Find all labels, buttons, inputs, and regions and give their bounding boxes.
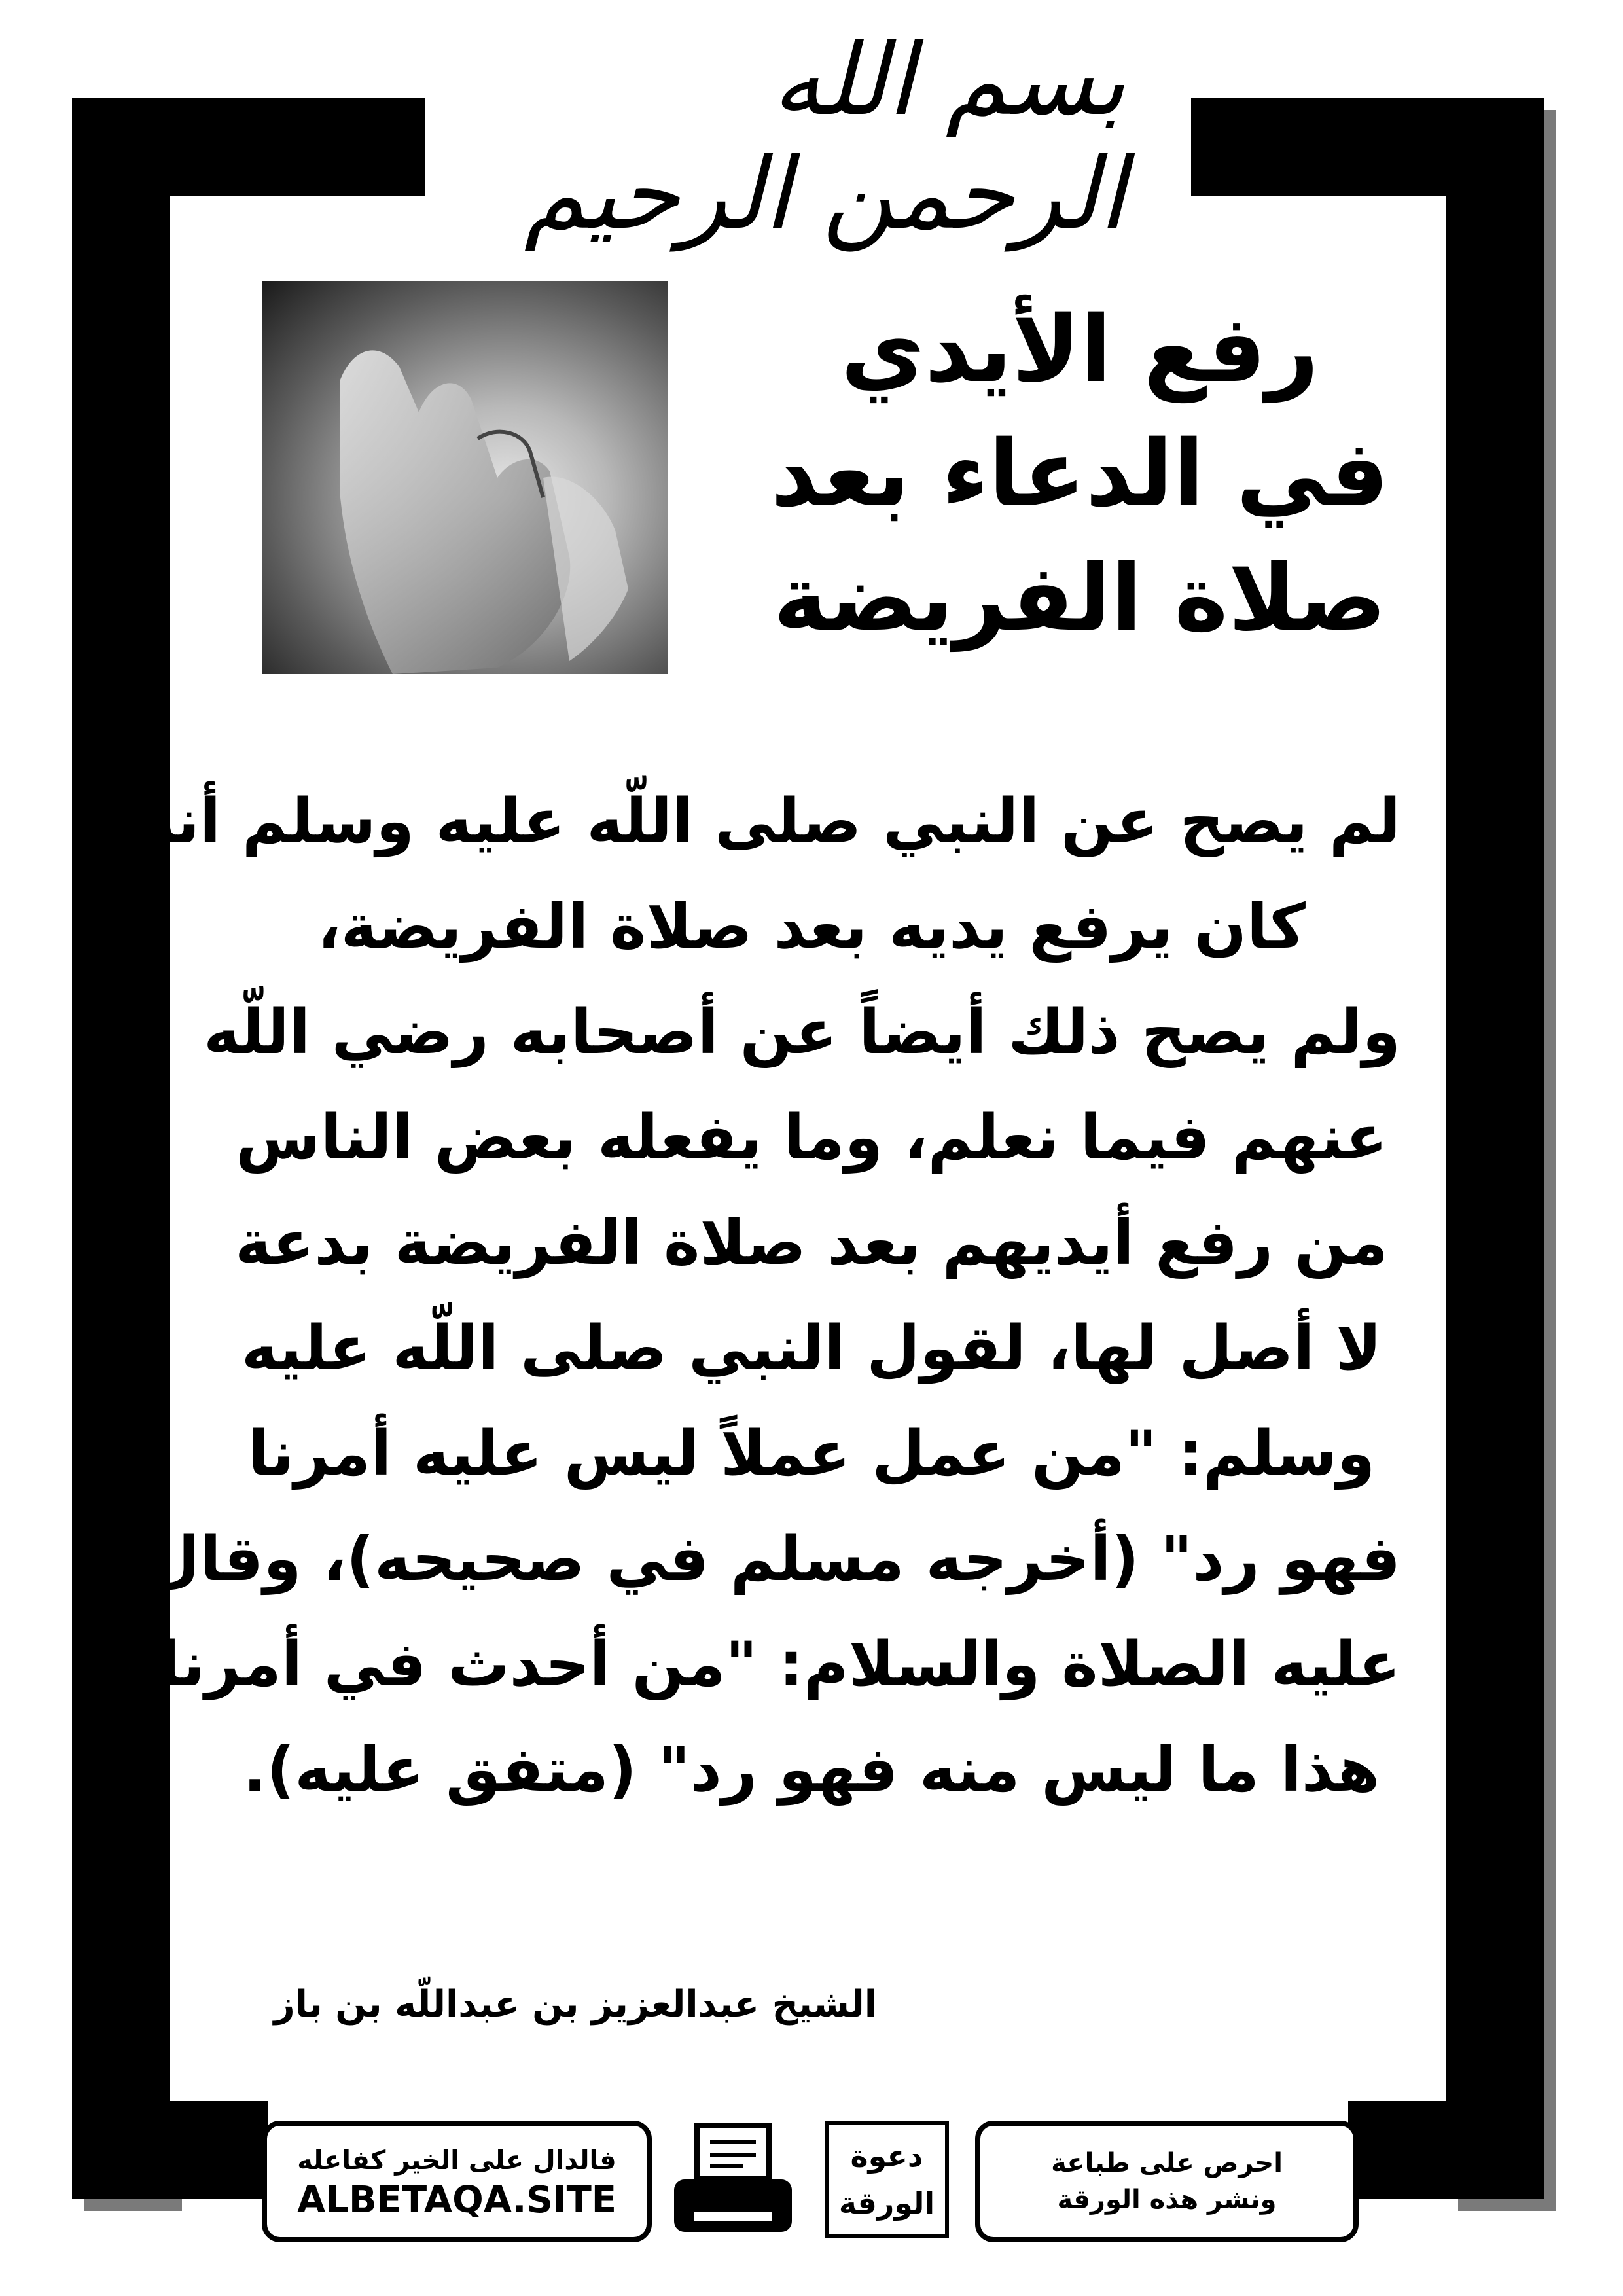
footer-site-box — [262, 2121, 652, 2242]
frame-corner-bottom-left — [72, 2101, 268, 2199]
frame-corner-top-right — [1191, 98, 1544, 196]
author-signature: الشيخ عبدالعزيز بن عبداللّه بن باز — [274, 1983, 877, 2026]
logo-line: الورقة — [838, 2185, 935, 2221]
body-line: ولم يصح ذلك أيضاً عن أصحابه رضي اللّه — [204, 997, 1400, 1068]
title-line: صلاة الفريضة — [773, 545, 1387, 652]
title-line: رفع الأيدي — [840, 296, 1319, 403]
footer-right-line-1: احرص على طباعة — [1051, 2148, 1283, 2178]
printer-icon — [668, 2121, 798, 2238]
body-text — [139, 769, 1400, 1823]
basmala-calligraphy: بسم الله الرحمن الرحيم — [524, 24, 1126, 251]
logo-line: دعوة — [850, 2138, 923, 2174]
frame-bar-left — [72, 98, 170, 2199]
praying-hands-photo — [262, 281, 668, 674]
frame-corner-top-left — [72, 98, 425, 196]
body-line: لا أصل لها، لقول النبي صلى اللّه عليه — [241, 1313, 1382, 1384]
body-line: هذا ما ليس منه فهو رد" (متفق عليه). — [243, 1734, 1380, 1806]
footer-left-caption: فالدال على الخير كفاعله — [297, 2145, 616, 2176]
body-line: عنهم فيما نعلم، وما يفعله بعض الناس — [236, 1102, 1387, 1174]
frame-corner-bottom-right — [1348, 2101, 1544, 2199]
body-line: من رفع أيديهم بعد صلاة الفريضة بدعة — [235, 1208, 1388, 1279]
body-line: فهو رد" (أخرجه مسلم في صحيحه)، وقال — [146, 1524, 1400, 1595]
frame-bar-right — [1446, 98, 1544, 2199]
dawat-alwaraqa-logo — [825, 2121, 949, 2238]
footer — [262, 2114, 1361, 2245]
body-line: عليه الصلاة والسلام: "من أحدث في أمرنا — [158, 1629, 1400, 1700]
body-line: كان يرفع يديه بعد صلاة الفريضة، — [317, 891, 1306, 963]
site-link[interactable]: ALBETAQA.SITE — [296, 2178, 617, 2221]
document-title — [733, 288, 1427, 661]
title-line: في الدعاء بعد — [770, 421, 1389, 528]
body-line: لم يصح عن النبي صلى اللّه عليه وسلم أنه — [139, 786, 1400, 857]
footer-print-note-box — [975, 2121, 1359, 2242]
footer-right-line-2: ونشر هذه الورقة — [1057, 2185, 1277, 2215]
body-line: وسلم: "من عمل عملاً ليس عليه أمرنا — [247, 1418, 1376, 1490]
